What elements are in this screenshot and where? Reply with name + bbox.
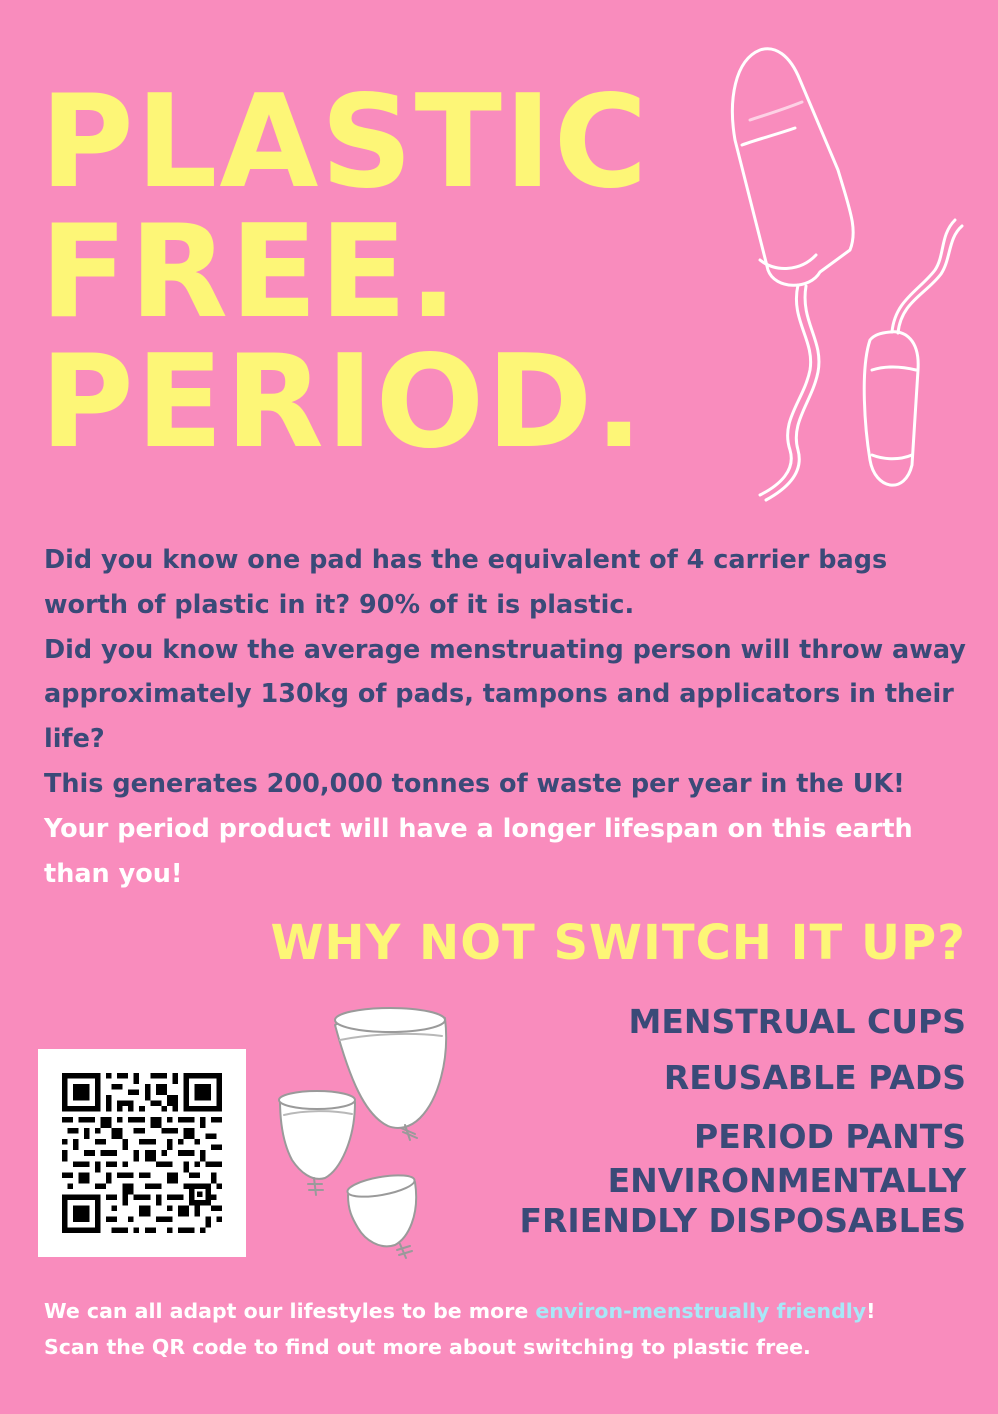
tampon-illustration bbox=[720, 40, 990, 510]
qr-code-icon bbox=[62, 1073, 222, 1233]
facts-block bbox=[44, 538, 974, 896]
alternatives-list bbox=[406, 1002, 966, 1241]
footer bbox=[44, 1293, 974, 1365]
option-environmentally: ENVIRONMENTALLY bbox=[607, 1161, 966, 1200]
option-period-pants: PERIOD PANTS bbox=[694, 1117, 966, 1156]
headline bbox=[40, 68, 740, 477]
fact-uk-waste: This generates 200,000 tonnes of waste per year in the UK! bbox=[44, 768, 905, 799]
footer-line-1 bbox=[44, 1293, 974, 1329]
headline-line-1: PLASTIC bbox=[40, 68, 650, 217]
qr-code[interactable] bbox=[38, 1049, 246, 1257]
headline-line-2: FREE. bbox=[40, 198, 460, 347]
fact-lifetime-waste: Did you know the average menstruating person will throw away approximately 130kg of pads, tampons and applicators in their life? bbox=[44, 634, 966, 755]
call-to-action-heading: WHY NOT SWITCH IT UP? bbox=[270, 915, 966, 971]
option-friendly-disposables: FRIENDLY DISPOSABLES bbox=[519, 1201, 966, 1240]
fact-lifespan: Your period product will have a longer lifespan on this earth than you! bbox=[44, 813, 913, 889]
footer-line-2: Scan the QR code to find out more about switching to plastic free. bbox=[44, 1335, 811, 1359]
headline-line-3: PERIOD. bbox=[40, 328, 646, 477]
option-reusable-pads: REUSABLE PADS bbox=[663, 1058, 966, 1097]
option-menstrual-cups: MENSTRUAL CUPS bbox=[628, 1002, 966, 1041]
fact-pad-plastic: Did you know one pad has the equivalent of 4 carrier bags worth of plastic in it? 90% of it is plastic. bbox=[44, 545, 888, 620]
footer-highlight: environ-menstrually friendly bbox=[535, 1299, 867, 1323]
footer-line-1-start: We can all adapt our lifestyles to be more bbox=[44, 1299, 536, 1323]
footer-line-1-end: ! bbox=[866, 1299, 876, 1323]
